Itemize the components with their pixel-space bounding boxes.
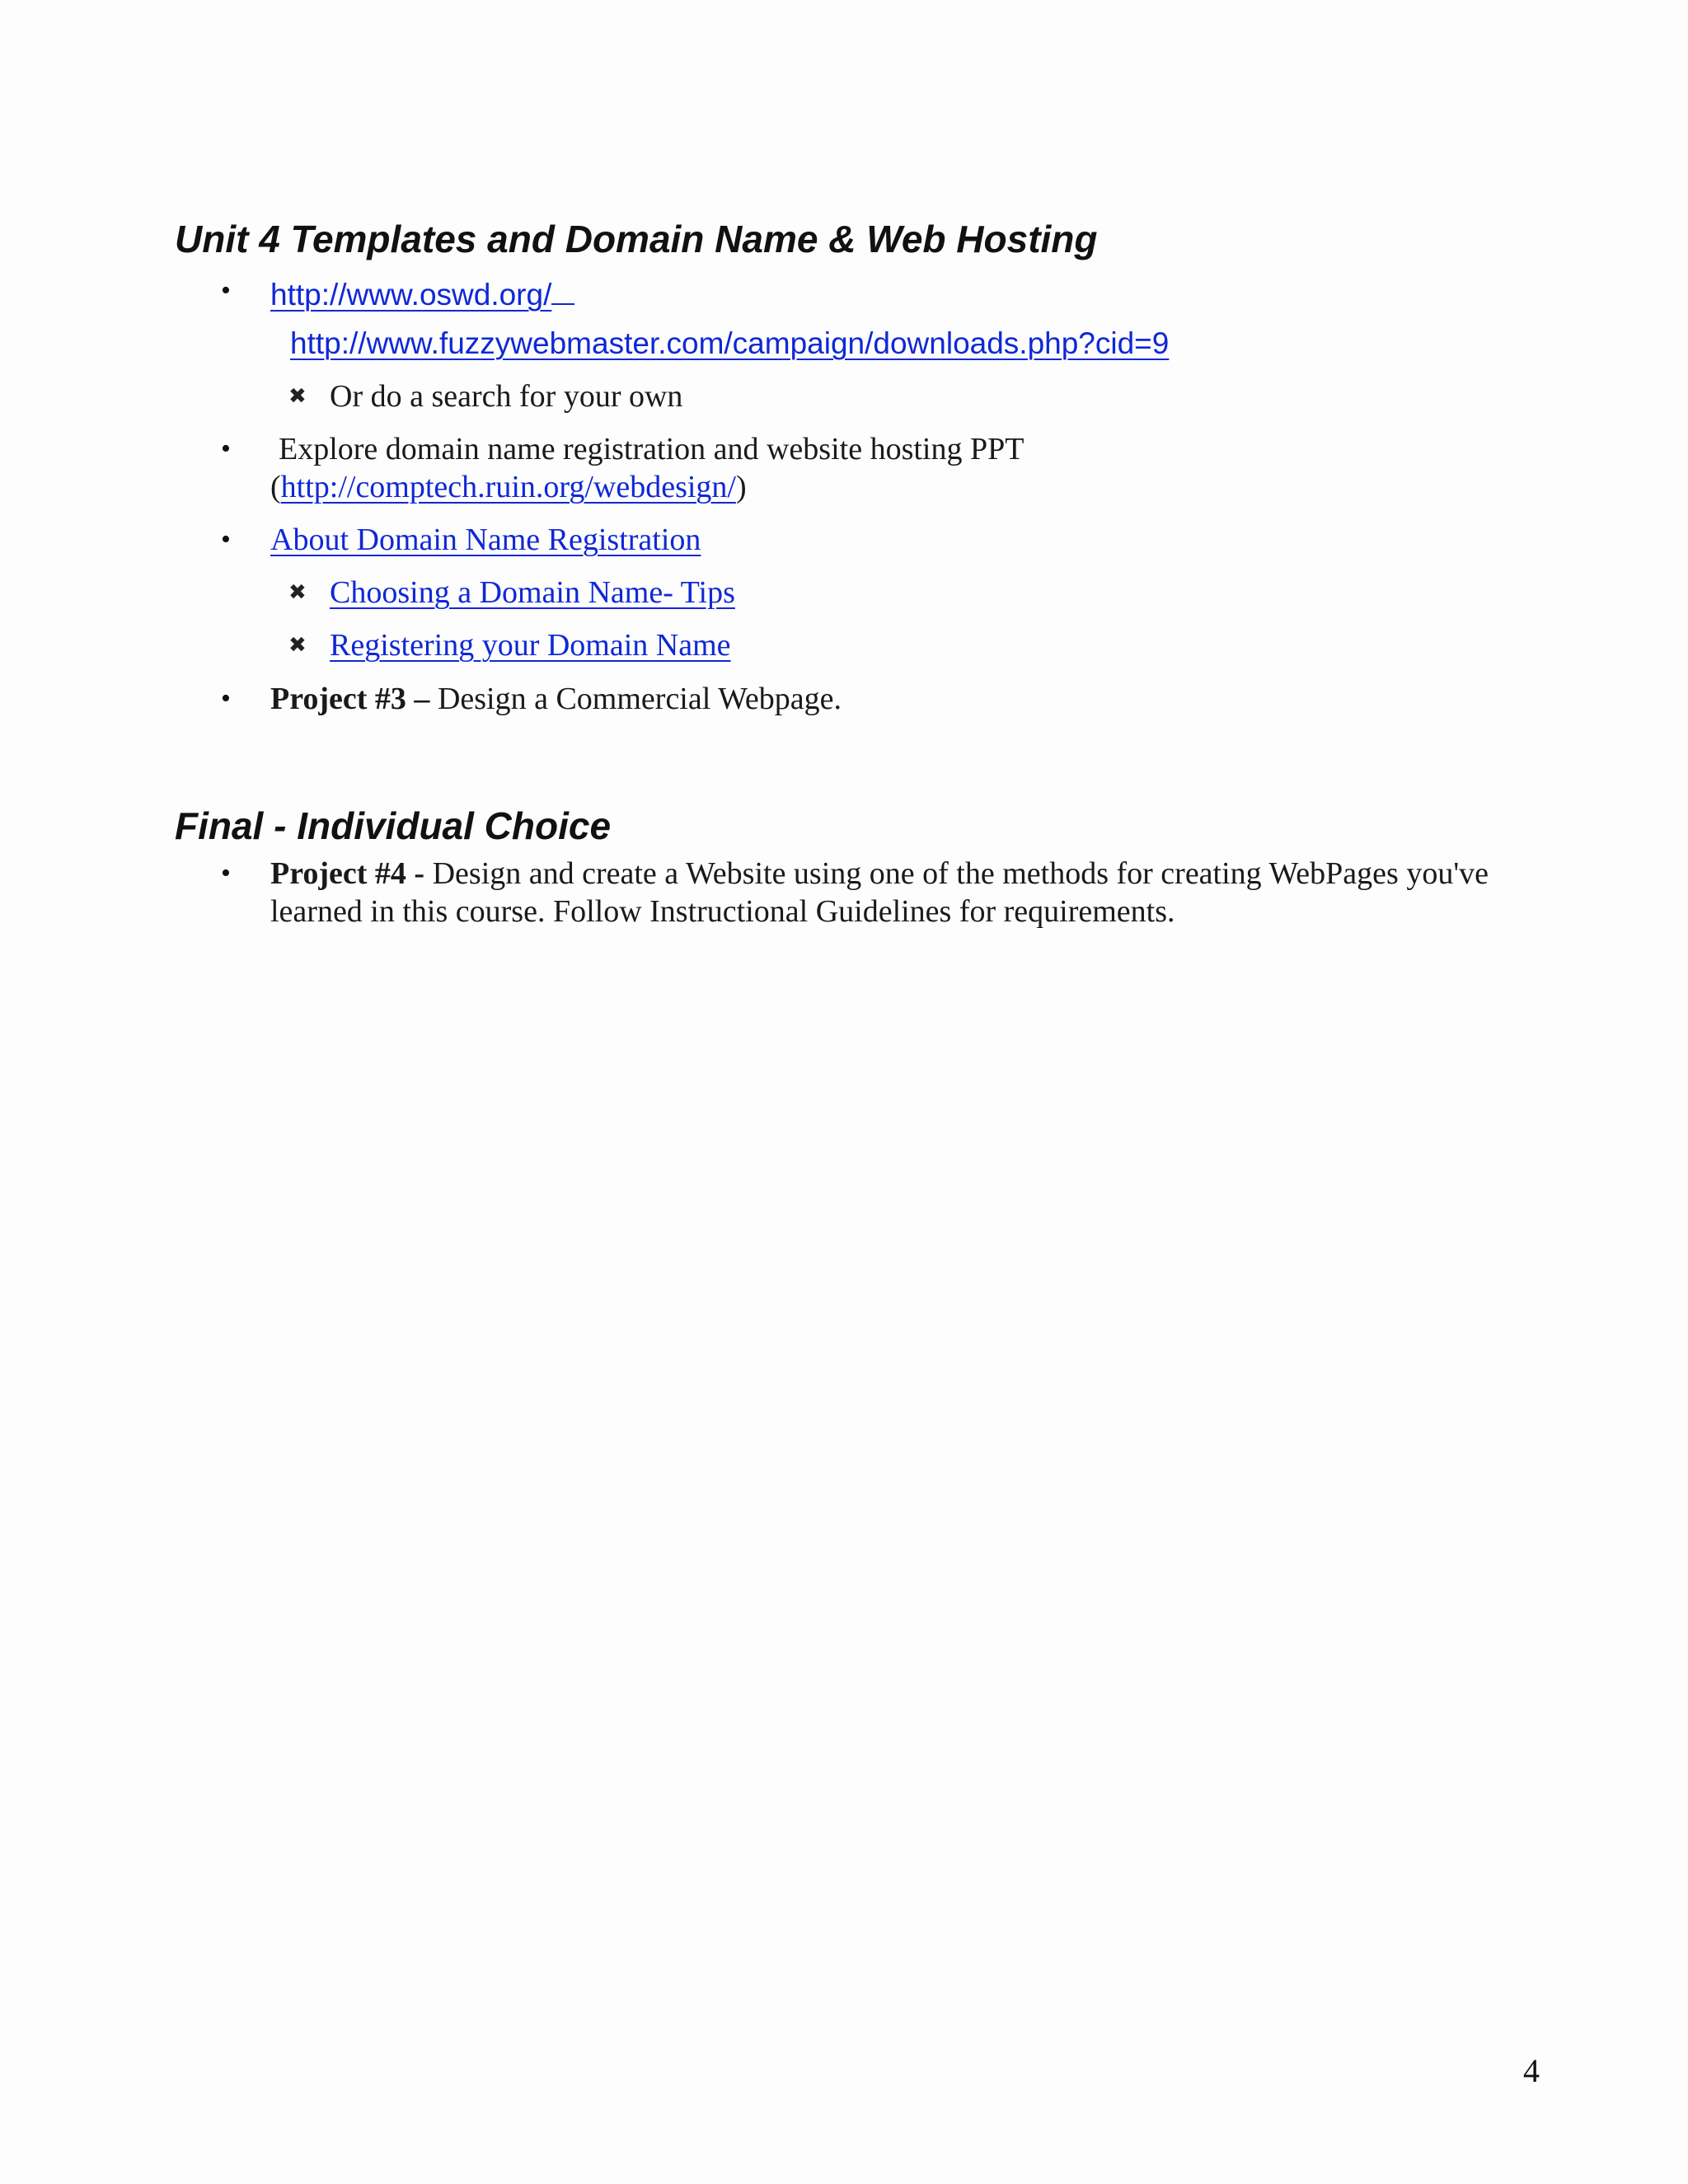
about-line [270,521,701,559]
x-bullet-icon: ✖ [288,633,307,658]
project3-text: Design a Commercial Webpage. [429,682,842,716]
page-number: 4 [1523,2052,1540,2089]
registering-domain-link[interactable]: Registering your Domain Name [330,628,731,663]
project4-line1 [270,855,1489,893]
bullet-marker: • [221,858,231,888]
choosing-line [330,574,735,612]
project4-text-line1: Design and create a Website using one of the methods for creating WebPages you've [424,856,1489,891]
unit4-heading: Unit 4 Templates and Domain Name & Web Hosting [175,218,1098,260]
paren-close: ) [735,470,747,504]
explore-text: Explore domain name registration and website hosting PPT [279,432,1025,466]
bullet-marker: • [221,434,231,464]
x-bullet-icon: ✖ [288,580,307,605]
comptech-link[interactable]: http://comptech.ruin.org/webdesign/ [280,470,736,504]
bullet-marker: • [221,683,231,714]
oswd-link[interactable]: http://www.oswd.org/ [270,278,552,312]
fuzzywebmaster-link[interactable]: http://www.fuzzywebmaster.com/campaign/downloads.php?cid=9 [290,326,1170,360]
project4-label: Project #4 - [270,856,425,891]
final-heading: Final - Individual Choice [175,804,612,847]
project3-label: Project #3 – [270,682,430,716]
x-bullet-icon: ✖ [288,384,307,409]
fuzzy-line [290,325,1169,363]
bullet-marker: • [221,524,231,555]
search-note: Or do a search for your own [330,379,683,414]
about-domain-link[interactable]: About Domain Name Registration [270,523,701,557]
project3-line [270,680,842,718]
registering-line [330,626,731,664]
comptech-line [270,468,747,506]
link-trailing-underline [551,272,574,305]
choosing-domain-link[interactable]: Choosing a Domain Name- Tips [330,575,735,610]
project4-text-line2: learned in this course. Follow Instructional Guidelines for requirements. [270,894,1175,929]
oswd-line [270,272,574,314]
paren-open: ( [270,470,281,504]
bullet-marker: • [221,275,231,306]
